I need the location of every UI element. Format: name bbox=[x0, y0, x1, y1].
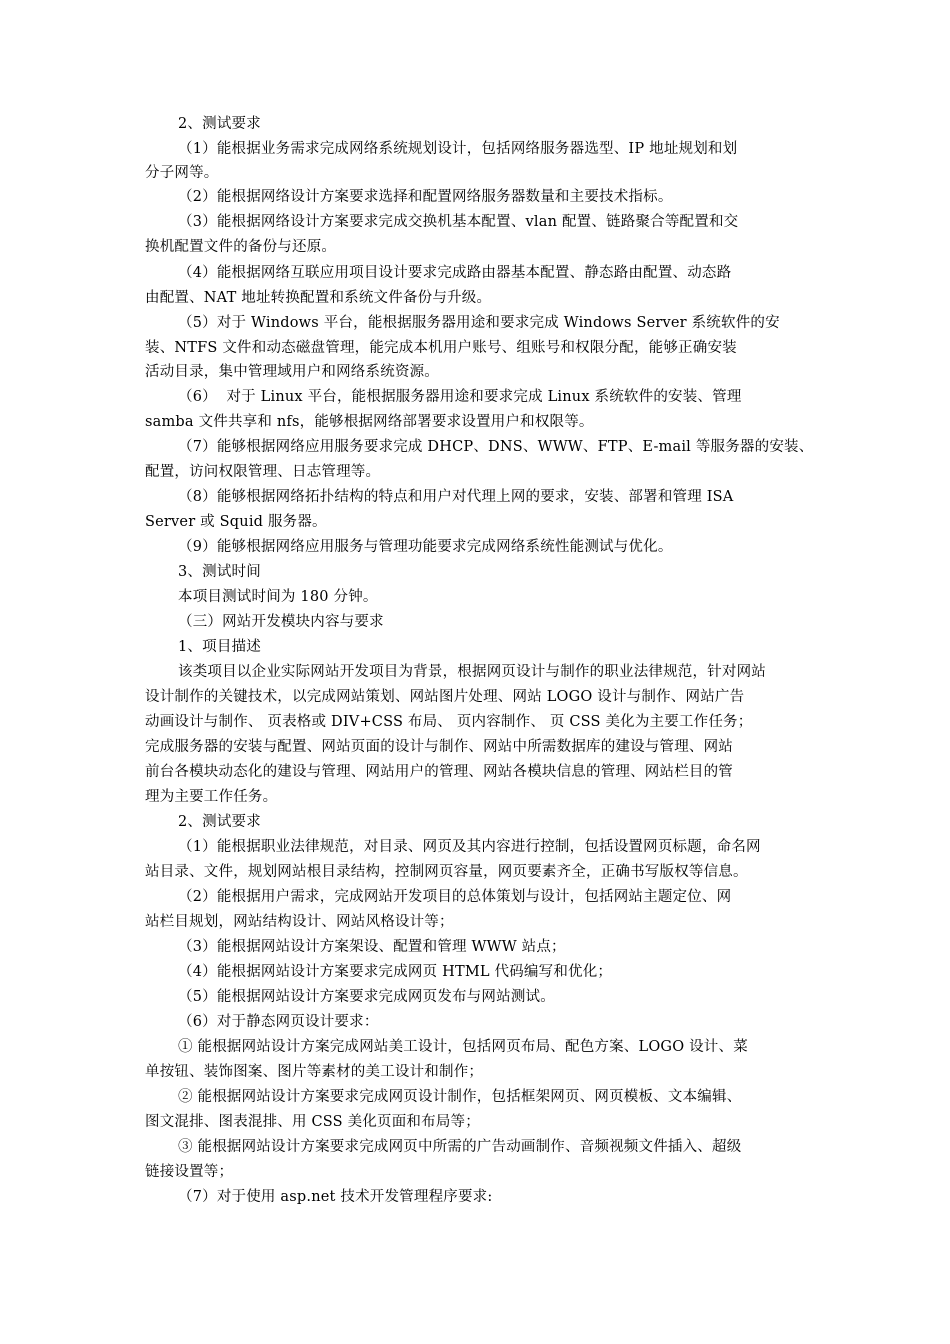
heading-test-requirements-2: 2、测试要求 bbox=[178, 814, 261, 830]
paragraph-line: 动画设计与制作、 页表格或 DIV+CSS 布局、 页内容制作、 页 CSS 美化为主要工作任务； bbox=[145, 714, 753, 730]
paragraph-line: （7）能够根据网络应用服务要求完成 DHCP、DNS、WWW、FTP、E-mail 等服务器的安装、 bbox=[178, 439, 814, 455]
paragraph-line: （4）能根据网站设计方案要求完成网页 HTML 代码编写和优化； bbox=[178, 964, 613, 980]
paragraph-line: 换机配置文件的备份与还原。 bbox=[145, 239, 337, 255]
paragraph-line: ② 能根据网站设计方案要求完成网页设计制作，包括框架网页、网页模板、文本编辑、 bbox=[178, 1089, 742, 1105]
paragraph-line: 本项目测试时间为 180 分钟。 bbox=[178, 589, 378, 605]
paragraph-line: ① 能根据网站设计方案完成网站美工设计，包括网页布局、配色方案、LOGO 设计、菜 bbox=[178, 1039, 748, 1055]
paragraph-line: 设计制作的关键技术，以完成网站策划、网站图片处理、网站 LOGO 设计与制作、网站广告 bbox=[145, 689, 745, 705]
paragraph-line: 活动目录，集中管理域用户和网络系统资源。 bbox=[145, 364, 439, 380]
paragraph-line: （5）对于 Windows 平台，能根据服务器用途和要求完成 Windows Server 系统软件的安 bbox=[178, 315, 780, 331]
paragraph-line: （3）能根据网络设计方案要求完成交换机基本配置、vlan 配置、链路聚合等配置和交 bbox=[178, 214, 739, 230]
paragraph-line: 前台各模块动态化的建设与管理、网站用户的管理、网站各模块信息的管理、网站栏目的管 bbox=[145, 764, 733, 780]
paragraph-line: （1）能根据职业法律规范，对目录、网页及其内容进行控制，包括设置网页标题，命名网 bbox=[178, 839, 761, 855]
paragraph-line: 配置，访问权限管理、日志管理等。 bbox=[145, 464, 381, 480]
paragraph-line: （6） 对于 Linux 平台，能根据服务器用途和要求完成 Linux 系统软件的安装、管理 bbox=[178, 389, 742, 405]
paragraph-line: 站目录、文件，规划网站根目录结构，控制网页容量，网页要素齐全，正确书写版权等信息。 bbox=[145, 864, 748, 880]
paragraph-line: （9）能够根据网络应用服务与管理功能要求完成网络系统性能测试与优化。 bbox=[178, 539, 673, 555]
paragraph-line: 分子网等。 bbox=[145, 165, 219, 181]
paragraph-line: 图文混排、图表混排、用 CSS 美化页面和布局等； bbox=[145, 1114, 480, 1130]
paragraph-line: 站栏目规划，网站结构设计、网站风格设计等； bbox=[145, 914, 454, 930]
paragraph-line: （3）能根据网站设计方案架设、配置和管理 WWW 站点； bbox=[178, 939, 566, 955]
paragraph-line: （8）能够根据网络拓扑结构的特点和用户对代理上网的要求，安装、部署和管理 ISA bbox=[178, 489, 734, 505]
heading-test-requirements: 2、测试要求 bbox=[178, 116, 261, 132]
heading-web-module: （三）网站开发模块内容与要求 bbox=[178, 614, 384, 630]
paragraph-line: （1）能根据业务需求完成网络系统规划设计，包括网络服务器选型、IP 地址规划和划 bbox=[178, 141, 738, 157]
paragraph-line: （6）对于静态网页设计要求： bbox=[178, 1014, 379, 1030]
paragraph-line: （2）能根据用户需求，完成网站开发项目的总体策划与设计，包括网站主题定位、网 bbox=[178, 889, 732, 905]
paragraph-line: （7）对于使用 asp.net 技术开发管理程序要求: bbox=[178, 1189, 493, 1205]
heading-test-time: 3、测试时间 bbox=[178, 564, 261, 580]
paragraph-line: （5）能根据网站设计方案要求完成网页发布与网站测试。 bbox=[178, 989, 555, 1005]
paragraph-line: 完成服务器的安装与配置、网站页面的设计与制作、网站中所需数据库的建设与管理、网站 bbox=[145, 739, 733, 755]
paragraph-line: 理为主要工作任务。 bbox=[145, 789, 278, 805]
paragraph-line: 链接设置等； bbox=[145, 1164, 234, 1180]
paragraph-line: （2）能根据网络设计方案要求选择和配置网络服务器数量和主要技术指标。 bbox=[178, 189, 673, 205]
paragraph-line: samba 文件共享和 nfs，能够根据网络部署要求设置用户和权限等。 bbox=[145, 414, 594, 430]
paragraph-line: ③ 能根据网站设计方案要求完成网页中所需的广告动画制作、音频视频文件插入、超级 bbox=[178, 1139, 742, 1155]
paragraph-line: 由配置、NAT 地址转换配置和系统文件备份与升级。 bbox=[145, 290, 492, 306]
paragraph-line: 装、NTFS 文件和动态磁盘管理，能完成本机用户账号、组账号和权限分配，能够正确安装 bbox=[145, 340, 737, 356]
paragraph-line: Server 或 Squid 服务器。 bbox=[145, 514, 327, 530]
paragraph-line: （4）能根据网络互联应用项目设计要求完成路由器基本配置、静态路由配置、动态路 bbox=[178, 265, 732, 281]
heading-project-description: 1、项目描述 bbox=[178, 639, 261, 655]
paragraph-line: 该类项目以企业实际网站开发项目为背景，根据网页设计与制作的职业法律规范，针对网站 bbox=[178, 664, 766, 680]
paragraph-line: 单按钮、装饰图案、图片等素材的美工设计和制作； bbox=[145, 1064, 484, 1080]
